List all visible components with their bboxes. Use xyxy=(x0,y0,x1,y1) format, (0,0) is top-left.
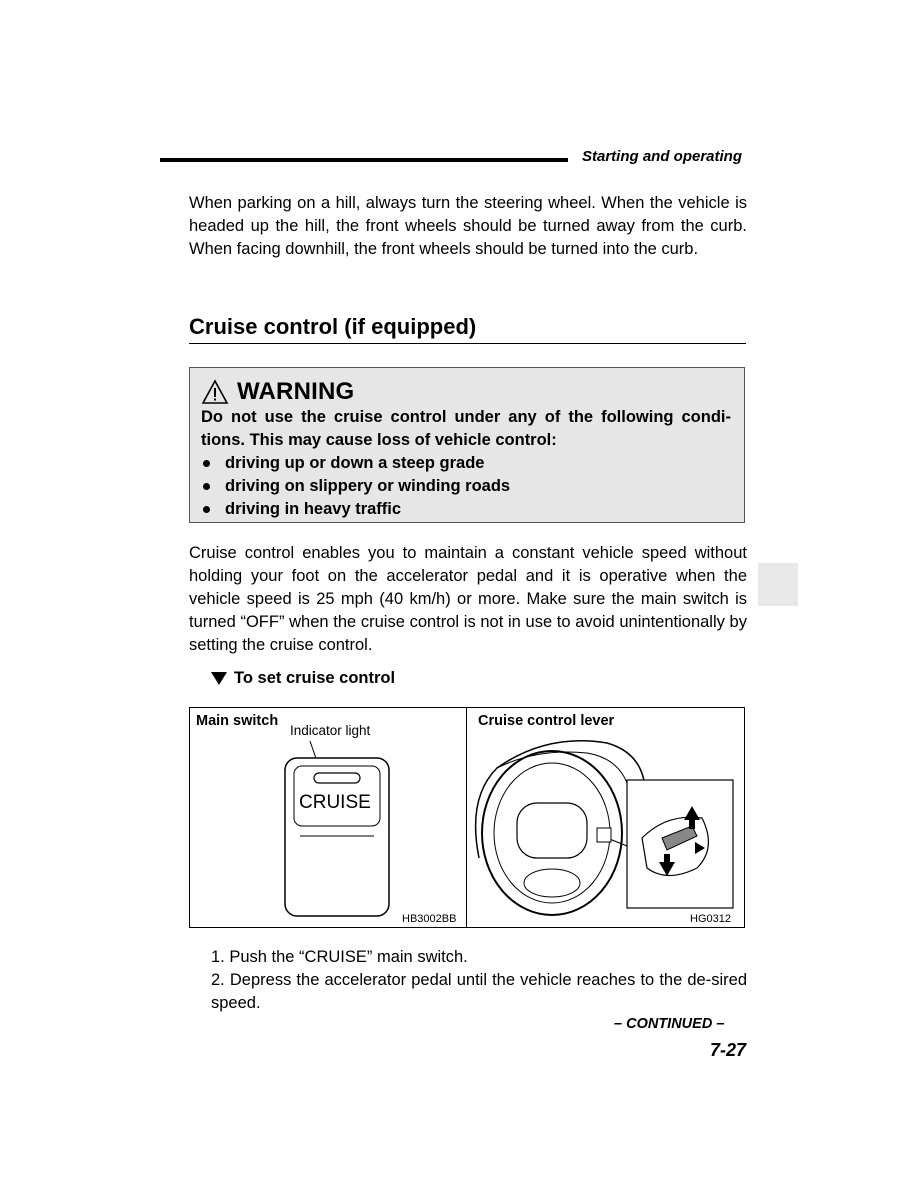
warning-box xyxy=(189,367,745,523)
continued-label: – CONTINUED – xyxy=(614,1016,725,1032)
list-item xyxy=(201,452,510,475)
bullet-icon xyxy=(203,460,210,467)
figure-code-right: HG0312 xyxy=(690,913,731,925)
header-rule xyxy=(160,158,568,162)
subsection-heading xyxy=(211,669,395,688)
bullet-text: driving on slippery or winding roads xyxy=(225,477,511,495)
section-title: Cruise control (if equipped) xyxy=(189,314,477,339)
title-rule xyxy=(189,343,746,344)
subsection-title: To set cruise control xyxy=(234,669,396,687)
bullet-icon xyxy=(203,506,210,513)
down-triangle-icon xyxy=(211,672,227,685)
warning-bullets xyxy=(201,452,510,521)
intro-paragraph: When parking on a hill, always turn the steering wheel. When the vehicle is headed up the hill, the front wheels should be turned away from the curb. When facing downhill, the front wheels should be turned into the curb. xyxy=(189,194,747,258)
figure-code-left: HB3002BB xyxy=(402,913,457,925)
page-number: 7-27 xyxy=(710,1040,747,1060)
figure-panel xyxy=(189,707,745,928)
warning-triangle-icon xyxy=(201,379,229,405)
cruise-switch-text: CRUISE xyxy=(299,792,371,813)
warning-text: Do not use the cruise control under any of the following condi-tions. This may cause loss of vehicle control: xyxy=(201,408,731,449)
bullet-text: driving up or down a steep grade xyxy=(225,454,485,472)
bullet-icon xyxy=(203,483,210,490)
list-item xyxy=(201,498,510,521)
description-paragraph: Cruise control enables you to maintain a constant vehicle speed without holding your foot on the accelerator pedal and it is operative when the vehicle speed is 25 mph (40 km/h) or more. Make sure the main switch is turned “OFF” when the cruise control is not in use to avoid unintentionally by setting the cruise control. xyxy=(189,544,747,654)
warning-heading xyxy=(201,378,354,406)
list-item: 1. Push the “CRUISE” main switch. xyxy=(211,948,468,966)
section-header: Starting and operating xyxy=(582,148,743,165)
steps-list xyxy=(211,946,747,1015)
main-switch-illustration xyxy=(190,708,466,927)
list-item: 2. Depress the accelerator pedal until the vehicle reaches to the de-sired speed. xyxy=(211,971,747,1012)
cruise-lever-label: Cruise control lever xyxy=(478,713,615,729)
bullet-text: driving in heavy traffic xyxy=(225,500,402,518)
chapter-tab xyxy=(758,563,798,606)
indicator-light-callout: Indicator light xyxy=(290,723,371,738)
list-item xyxy=(201,475,510,498)
warning-label: WARNING xyxy=(237,378,355,405)
steering-wheel-illustration xyxy=(467,708,745,927)
main-switch-label: Main switch xyxy=(196,713,279,729)
